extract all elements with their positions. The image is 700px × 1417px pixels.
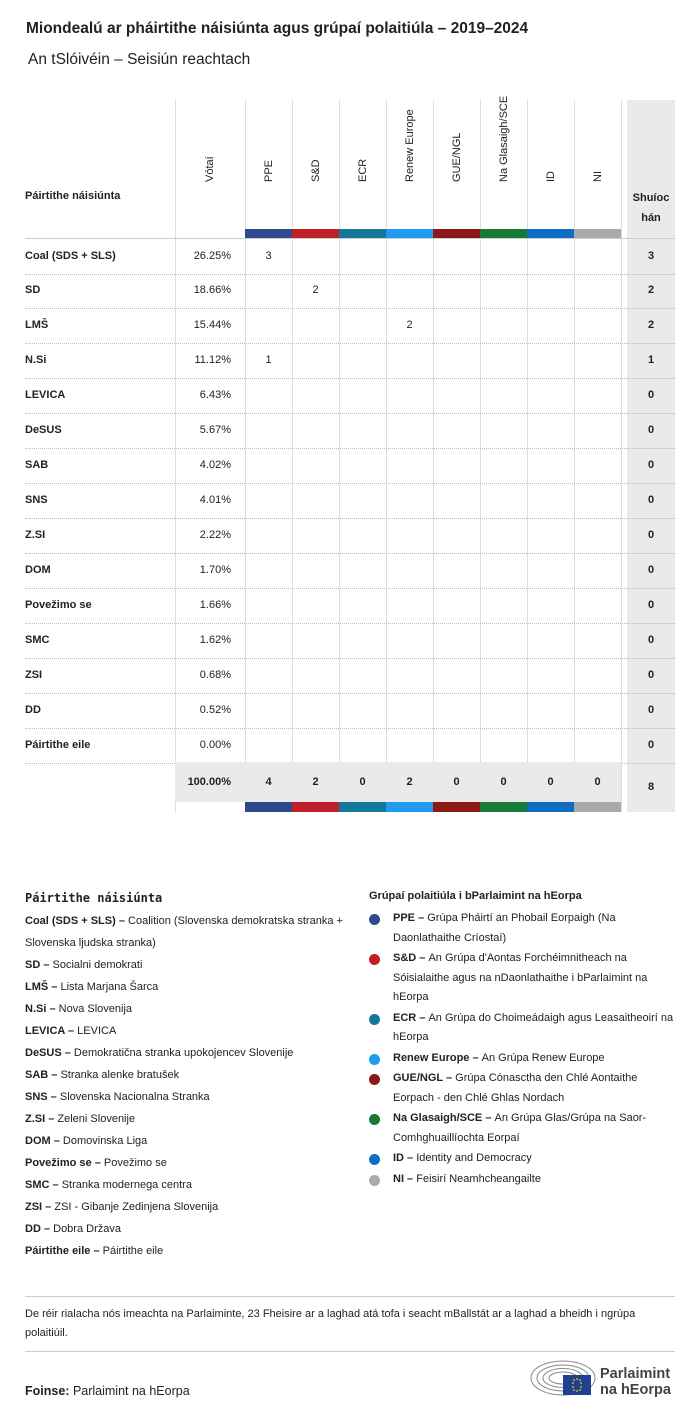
total-row (175, 762, 675, 812)
party-abbr: Páirtithe eile (25, 1245, 91, 1257)
party-full-name: Demokratična stranka upokojencev Slovenije (73, 1047, 294, 1059)
vote-share: 6.43% (199, 389, 231, 401)
seat-count: 0 (647, 704, 655, 716)
seat-count: 0 (647, 599, 655, 611)
group-column-label: ID (544, 171, 557, 182)
total-pct-cell (175, 762, 245, 802)
party-name: SD (25, 284, 41, 296)
party-legend-item: SD – Socialni demokrati (25, 959, 143, 971)
party-abbr: SAB (25, 1069, 49, 1081)
table-row (25, 483, 675, 519)
group-column-header (574, 100, 621, 238)
group-abbr: ECR (393, 1011, 417, 1024)
table-row (25, 588, 675, 624)
total-group-value: 0 (594, 776, 601, 788)
group-legend (369, 887, 675, 1190)
party-name: N.Si (25, 354, 47, 366)
group-color-bar (527, 229, 574, 238)
group-full-name: An Grúpa Glas/Grúpa na Saor-Comhghuaillíochta Eorpaí (393, 1112, 647, 1144)
party-name: DOM (25, 564, 51, 576)
group-legend-item: Renew Europe – An Grúpa Renew Europe (369, 1049, 675, 1069)
group-column-header (245, 100, 292, 238)
group-full-name: An Grúpa Renew Europe (481, 1051, 605, 1064)
group-column-label: GUE/NGL (450, 132, 463, 182)
group-color-bar (245, 802, 292, 812)
total-group-cell (574, 762, 621, 802)
group-full-name: Grúpa Pháirtí an Phobail Eorpaigh (Na Daonlathaithe Críostaí) (393, 912, 616, 944)
vote-share: 18.66% (193, 284, 231, 296)
table-row (25, 378, 675, 414)
group-color-bar (574, 229, 621, 238)
group-color-dot (369, 1114, 380, 1125)
party-full-name: Zeleni Slovenije (57, 1113, 136, 1125)
seat-count: 0 (647, 494, 655, 506)
group-full-name: Grúpa Cónasctha den Chlé Aontaithe Eorpach - den Chlé Ghlas Nordach (393, 1072, 638, 1104)
page-subtitle: An tSlóivéin – Seisiún reachtach (28, 51, 251, 68)
footnote: De réir rialacha nós imeachta na Parlaiminte, 23 Fheisire ar a laghad atá tofa i seacht mBallstát ar a laghad a bheidh i ngrúpa polaitiúil. (25, 1296, 675, 1352)
party-name: SMC (25, 634, 50, 646)
group-column-header (527, 100, 574, 238)
total-group-value: 2 (312, 776, 319, 788)
party-legend-heading: Páirtithe náisiúnta (25, 891, 163, 905)
group-seat-cell: 2 (312, 284, 319, 296)
group-color-bar (574, 802, 621, 812)
group-color-bar (527, 802, 574, 812)
group-color-bar (433, 229, 480, 238)
party-legend-item: LMŠ – Lista Marjana Šarca (25, 981, 159, 993)
total-group-cell (292, 762, 339, 802)
total-pct: 100.00% (187, 776, 231, 788)
group-color-bar (433, 802, 480, 812)
vote-share: 0.68% (199, 669, 231, 681)
source-line (25, 1384, 190, 1398)
party-full-name: Lista Marjana Šarca (60, 981, 159, 993)
seat-count: 0 (647, 564, 655, 576)
party-name: Z.SI (25, 529, 46, 541)
party-abbr: LEVICA (25, 1025, 65, 1037)
group-column-label: Renew Europe (403, 109, 416, 182)
total-group-value: 0 (547, 776, 554, 788)
party-full-name: Povežimo se (103, 1157, 167, 1169)
seat-count: 0 (647, 739, 655, 751)
party-name: SNS (25, 494, 48, 506)
seat-count: 0 (647, 669, 655, 681)
group-column-label: NI (591, 171, 604, 182)
group-color-bar (386, 802, 433, 812)
party-legend-item: Z.SI – Zeleni Slovenije (25, 1113, 136, 1125)
table-row (25, 238, 675, 275)
party-legend (25, 887, 345, 1262)
total-group-value: 4 (265, 776, 272, 788)
ep-logo (530, 1358, 678, 1398)
vote-share: 1.70% (199, 564, 231, 576)
seat-count: 1 (647, 354, 655, 366)
group-legend-item: PPE – Grúpa Pháirtí an Phobail Eorpaigh (Na Daonlathaithe Críostaí) (369, 909, 675, 948)
group-column-header (292, 100, 339, 238)
group-color-dot (369, 1175, 380, 1186)
vote-share: 0.52% (199, 704, 231, 716)
vote-share: 1.66% (199, 599, 231, 611)
party-name: Coal (SDS + SLS) (25, 250, 116, 262)
party-legend-item: N.Si – Nova Slovenija (25, 1003, 133, 1015)
vote-share: 4.02% (199, 459, 231, 471)
group-abbr: PPE (393, 912, 416, 924)
party-full-name: Páirtithe eile (102, 1245, 164, 1257)
party-column-header: Páirtithe náisiúnta (25, 190, 121, 202)
seats-column-header: Shuíoc hán (632, 192, 670, 224)
logo-text: Parlaimint na hEorpa (600, 1366, 671, 1398)
party-abbr: SNS (25, 1091, 48, 1103)
source-value: Parlaimint na hEorpa (72, 1384, 190, 1398)
group-color-bar (480, 229, 527, 238)
party-name: ZSI (25, 669, 43, 681)
table-row (25, 728, 675, 764)
party-abbr: DOM (25, 1135, 51, 1147)
party-legend-item: LEVICA – LEVICA (25, 1025, 117, 1037)
total-group-value: 2 (406, 776, 413, 788)
table-row (25, 343, 675, 379)
seat-count: 0 (647, 529, 655, 541)
party-legend-item: SMC – Stranka modernega centra (25, 1179, 192, 1191)
total-group-cell (339, 762, 386, 802)
party-legend-item: DeSUS – Demokratična stranka upokojencev Slovenije (25, 1047, 294, 1059)
parliament-hemicycle-icon (530, 1358, 596, 1398)
group-column-label: ECR (356, 158, 369, 182)
party-abbr: ZSI (25, 1201, 43, 1213)
group-color-dot (369, 954, 380, 965)
group-color-bar (245, 229, 292, 238)
group-column-header (480, 95, 527, 238)
party-full-name: Nova Slovenija (58, 1003, 133, 1015)
seat-count: 0 (647, 459, 655, 471)
group-abbr: Na Glasaigh/SCE (393, 1112, 483, 1124)
group-full-name: Feisirí Neamhcheangailte (416, 1172, 541, 1185)
party-legend-item: DD – Dobra Država (25, 1223, 121, 1235)
group-column-label: Na Glasaigh/SCE (497, 95, 510, 182)
party-legend-item: Páirtithe eile – Páirtithe eile (25, 1245, 164, 1257)
table-row (25, 413, 675, 449)
seat-count: 0 (647, 424, 655, 436)
party-name: DeSUS (25, 424, 62, 436)
group-full-name: Identity and Democracy (416, 1152, 532, 1164)
table-row (25, 308, 675, 344)
group-abbr: GUE/NGL (393, 1072, 443, 1084)
group-column-label: PPE (262, 159, 275, 182)
votes-column-header: Vótaí (204, 156, 216, 182)
party-legend-item: Coal (SDS + SLS) – Coalition (Slovenska demokratska stranka + Slovenska ljudska stranka) (25, 915, 343, 949)
total-group-cell (480, 762, 527, 802)
table-row (25, 553, 675, 589)
group-color-bar (339, 802, 386, 812)
group-column-header (386, 100, 433, 238)
group-legend-item: ID – Identity and Democracy (369, 1149, 675, 1169)
vote-share: 15.44% (193, 319, 231, 331)
party-full-name: Stranka alenke bratušek (60, 1069, 180, 1081)
group-legend-heading: Grúpaí polaitiúla i bParlaimint na hEorpa (369, 890, 582, 902)
party-abbr: LMŠ (25, 981, 49, 993)
party-abbr: SMC (25, 1179, 50, 1191)
group-color-dot (369, 1154, 380, 1165)
group-seat-cell: 2 (406, 319, 413, 331)
total-group-cell (386, 762, 433, 802)
table-row (25, 518, 675, 554)
party-full-name: Dobra Država (53, 1223, 121, 1235)
party-full-name: Slovenska Nacionalna Stranka (59, 1091, 210, 1103)
party-full-name: Socialni demokrati (52, 959, 143, 971)
group-full-name: An Grúpa d'Aontas Forchéimnitheach na Sóisialaithe agus na nDaonlathaithe i bParlaimint na hEorpa (393, 952, 648, 1003)
group-abbr: NI (393, 1172, 404, 1185)
total-group-value: 0 (359, 776, 366, 788)
group-legend-item: NI – Feisirí Neamhcheangailte (369, 1170, 675, 1190)
group-color-bar (292, 229, 339, 238)
vote-share: 1.62% (199, 634, 231, 646)
party-abbr: DeSUS (25, 1047, 62, 1059)
party-legend-item: SAB – Stranka alenke bratušek (25, 1069, 180, 1081)
group-full-name: An Grúpa do Choimeádaigh agus Leasaitheoirí na hEorpa (393, 1011, 674, 1043)
table-row (25, 273, 675, 309)
party-name: SAB (25, 459, 49, 471)
vote-share: 4.01% (199, 494, 231, 506)
party-abbr: Z.SI (25, 1113, 46, 1125)
group-legend-item: ECR – An Grúpa do Choimeádaigh agus Leasaitheoirí na hEorpa (369, 1009, 675, 1048)
total-seats: 8 (647, 781, 655, 793)
party-full-name: LEVICA (77, 1025, 117, 1037)
party-name: DD (25, 704, 41, 716)
group-column-label: S&D (309, 159, 322, 182)
source-label: Foinse: (25, 1384, 70, 1398)
group-abbr: ID (393, 1152, 404, 1164)
party-legend-item: SNS – Slovenska Nacionalna Stranka (25, 1091, 210, 1103)
group-color-dot (369, 1054, 380, 1065)
results-table (25, 95, 675, 793)
group-legend-item: Na Glasaigh/SCE – An Grúpa Glas/Grúpa na Saor-Comhghuaillíochta Eorpaí (369, 1109, 675, 1148)
group-color-dot (369, 914, 380, 925)
group-abbr: Renew Europe (393, 1051, 470, 1064)
vote-share: 26.25% (193, 250, 231, 262)
seat-count: 0 (647, 389, 655, 401)
party-full-name: Coalition (Slovenska demokratska stranka + Slovenska ljudska stranka) (25, 915, 343, 949)
group-seat-cell: 3 (265, 250, 272, 262)
seat-count: 2 (647, 319, 655, 331)
table-header (25, 95, 675, 238)
vote-share: 11.12% (194, 354, 231, 366)
table-row (25, 623, 675, 659)
total-group-cell (433, 762, 480, 802)
page-title: Miondealú ar pháirtithe náisiúnta agus grúpaí polaitiúla – 2019–2024 (26, 20, 529, 37)
party-name: LMŠ (25, 319, 49, 331)
seat-count: 3 (647, 250, 655, 262)
party-abbr: Povežimo se (25, 1157, 92, 1169)
total-group-value: 0 (453, 776, 460, 788)
vote-share: 2.22% (199, 529, 231, 541)
group-column-header (339, 100, 386, 238)
party-abbr: N.Si (25, 1003, 47, 1015)
group-legend-item: S&D – An Grúpa d'Aontas Forchéimnitheach na Sóisialaithe agus na nDaonlathaithe i bParlaimint na hEorpa (369, 949, 675, 1008)
party-legend-item: Povežimo se – Povežimo se (25, 1157, 167, 1169)
seat-count: 2 (647, 284, 655, 296)
party-name: Páirtithe eile (25, 739, 91, 751)
group-color-dot (369, 1074, 380, 1085)
group-color-bar (292, 802, 339, 812)
party-legend-item: DOM – Domovinska Liga (25, 1135, 148, 1147)
total-group-cell (245, 762, 292, 802)
party-name: Povežimo se (25, 599, 92, 611)
total-group-value: 0 (500, 776, 507, 788)
group-color-dot (369, 1014, 380, 1025)
group-seat-cell: 1 (265, 354, 272, 366)
group-legend-item: GUE/NGL – Grúpa Cónasctha den Chlé Aontaithe Eorpach - den Chlé Ghlas Nordach (369, 1069, 675, 1108)
total-group-cell (527, 762, 574, 802)
vote-share: 0.00% (199, 739, 231, 751)
group-color-bar (386, 229, 433, 238)
party-abbr: DD (25, 1223, 41, 1235)
vote-share: 5.67% (199, 424, 231, 436)
party-name: LEVICA (25, 389, 66, 401)
table-row (25, 693, 675, 729)
group-color-bar (480, 802, 527, 812)
table-row (25, 658, 675, 694)
seat-count: 0 (647, 634, 655, 646)
party-legend-item: ZSI – ZSI - Gibanje Zedinjena Slovenija (25, 1201, 219, 1213)
party-full-name: Domovinska Liga (62, 1135, 148, 1147)
group-column-header (433, 100, 480, 238)
party-abbr: Coal (SDS + SLS) (25, 915, 116, 927)
party-full-name: ZSI - Gibanje Zedinjena Slovenija (54, 1201, 219, 1213)
table-row (25, 448, 675, 484)
group-abbr: S&D (393, 952, 417, 964)
group-color-bar (339, 229, 386, 238)
party-full-name: Stranka modernega centra (61, 1179, 192, 1191)
party-abbr: SD (25, 959, 41, 971)
